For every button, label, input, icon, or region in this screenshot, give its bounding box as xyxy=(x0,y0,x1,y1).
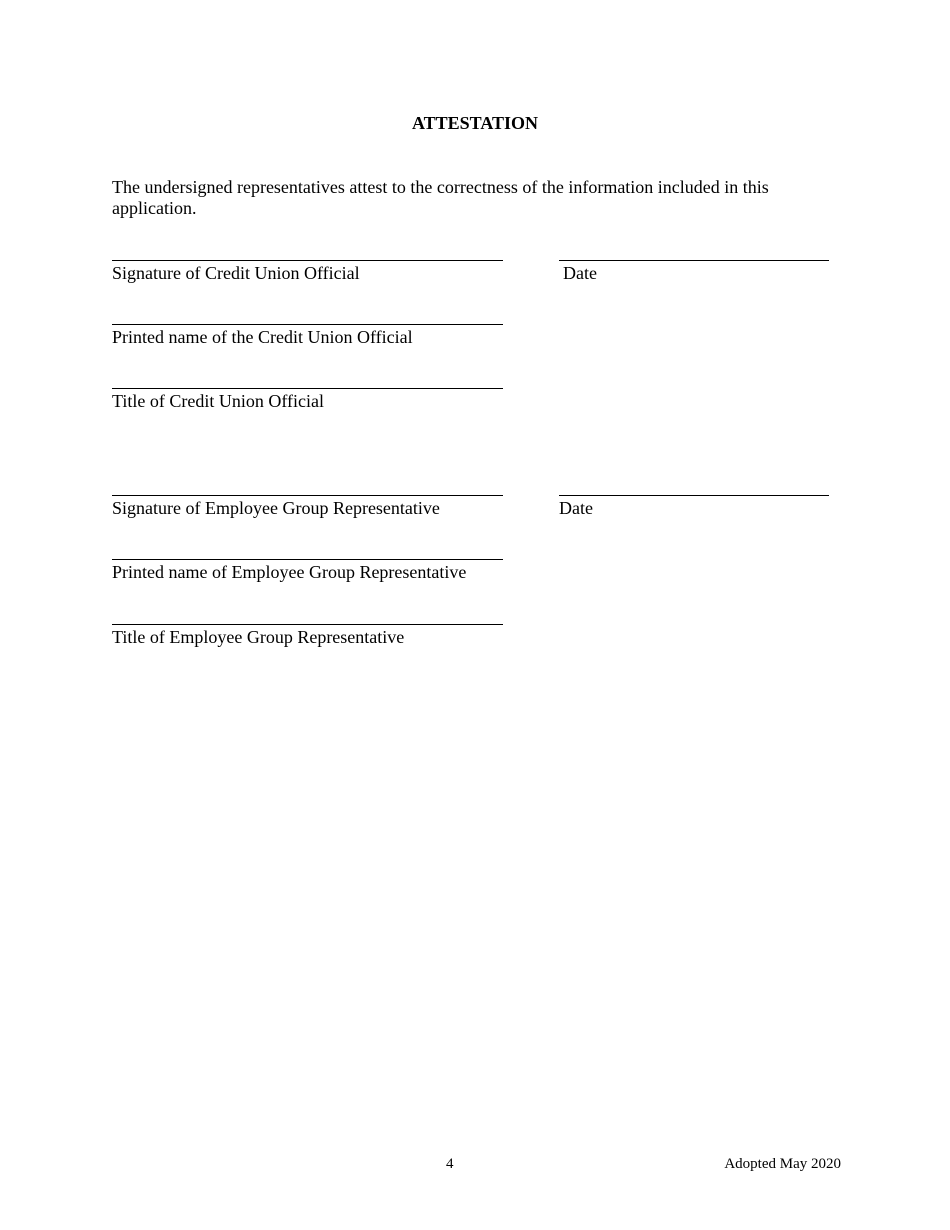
eg-title-label: Title of Employee Group Representative xyxy=(112,627,405,647)
page-title: ATTESTATION xyxy=(411,113,539,133)
eg-printed-name-label: Printed name of Employee Group Representative xyxy=(112,562,467,582)
cu-signature-label: Signature of Credit Union Official xyxy=(112,263,360,283)
eg-title-line[interactable] xyxy=(112,624,503,625)
eg-signature-label: Signature of Employee Group Representative xyxy=(112,498,440,518)
cu-date-label: Date xyxy=(563,263,597,283)
cu-signature-line[interactable] xyxy=(112,260,503,261)
adopted-date: Adopted May 2020 xyxy=(724,1156,841,1172)
eg-printed-name-line[interactable] xyxy=(112,559,503,560)
cu-title-label: Title of Credit Union Official xyxy=(112,391,324,411)
eg-signature-line[interactable] xyxy=(112,495,503,496)
cu-printed-name-label: Printed name of the Credit Union Official xyxy=(112,327,413,347)
cu-printed-name-line[interactable] xyxy=(112,324,503,325)
cu-title-line[interactable] xyxy=(112,388,503,389)
intro-paragraph: The undersigned representatives attest to the correctness of the information included in this application. xyxy=(112,177,769,218)
page-number: 4 xyxy=(446,1156,454,1172)
cu-date-line[interactable] xyxy=(559,260,829,261)
eg-date-label: Date xyxy=(559,498,593,518)
eg-date-line[interactable] xyxy=(559,495,829,496)
